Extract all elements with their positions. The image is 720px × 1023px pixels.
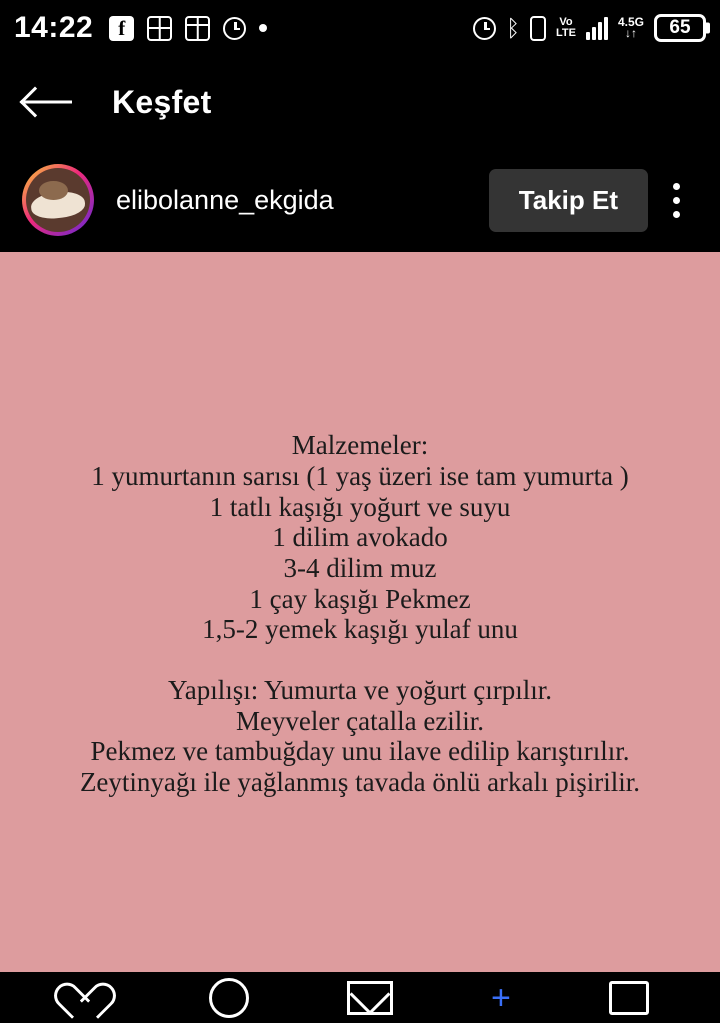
add-icon[interactable]: + bbox=[491, 978, 511, 1017]
recipe-line: 1 tatlı kaşığı yoğurt ve suyu bbox=[209, 491, 511, 522]
avatar-image bbox=[26, 168, 90, 232]
back-arrow-icon[interactable] bbox=[22, 82, 74, 122]
signal-icon bbox=[586, 16, 608, 40]
username-label[interactable]: elibolanne_ekgida bbox=[116, 184, 334, 215]
recipe-line: Pekmez ve tambuğday unu ilave edilip karıştırılır. bbox=[90, 736, 630, 767]
status-bar bbox=[0, 0, 720, 56]
vibrate-icon bbox=[530, 16, 546, 41]
network-speed-arrows: ↓↑ bbox=[624, 26, 637, 40]
recipe-line: 1,5-2 yemek kaşığı yulaf unu bbox=[202, 614, 518, 645]
status-clock: 14:22 bbox=[14, 11, 94, 44]
profile-icon[interactable] bbox=[609, 981, 649, 1015]
alarm-icon bbox=[473, 17, 496, 40]
recipe-line: 1 çay kaşığı Pekmez bbox=[249, 583, 471, 614]
box-icon bbox=[147, 16, 172, 41]
alarm-icon bbox=[223, 17, 246, 40]
recipe-line: 1 dilim avokado bbox=[272, 522, 448, 553]
recipe-line: 1 yumurtanın sarısı (1 yaş üzeri ise tam yumurta ) bbox=[91, 461, 629, 492]
battery-indicator: 65 bbox=[654, 14, 706, 42]
network-speed-value: 4.5G bbox=[617, 15, 644, 29]
recipe-line: Malzemeler: bbox=[291, 430, 429, 461]
status-left-icons bbox=[109, 16, 267, 41]
recipe-line: Meyveler çatalla ezilir. bbox=[235, 705, 485, 736]
bluetooth-icon: ᛒ bbox=[506, 14, 521, 41]
recipe-line: Zeytinyağı ile yağlanmış tavada önlü arkalı pişirilir. bbox=[79, 766, 641, 797]
share-icon[interactable] bbox=[347, 981, 393, 1015]
volte-icon bbox=[556, 17, 576, 39]
dot-icon bbox=[259, 24, 267, 32]
recipe-line-spacer bbox=[14, 645, 706, 675]
recipe-text bbox=[0, 430, 720, 797]
follow-button[interactable]: Takip Et bbox=[489, 169, 648, 232]
avatar[interactable] bbox=[22, 164, 94, 236]
comment-icon[interactable] bbox=[209, 978, 249, 1018]
volte-bottom-label: LTE bbox=[556, 27, 576, 39]
status-right-icons bbox=[473, 14, 706, 42]
post-image[interactable] bbox=[0, 252, 720, 972]
recipe-line: Yapılışı: Yumurta ve yoğurt çırpılır. bbox=[168, 674, 552, 705]
kebab-menu-icon[interactable] bbox=[654, 170, 698, 230]
box-icon bbox=[185, 16, 210, 41]
app-bar bbox=[0, 56, 720, 148]
facebook-icon: f bbox=[109, 16, 134, 41]
network-speed-label bbox=[618, 17, 644, 39]
page-title: Keşfet bbox=[112, 83, 212, 120]
bottom-navigation-bar bbox=[0, 972, 720, 1023]
volte-top-label: Vo bbox=[559, 16, 573, 28]
profile-header-row bbox=[0, 148, 720, 252]
recipe-line: 3-4 dilim muz bbox=[283, 553, 437, 584]
like-icon[interactable] bbox=[71, 980, 111, 1016]
